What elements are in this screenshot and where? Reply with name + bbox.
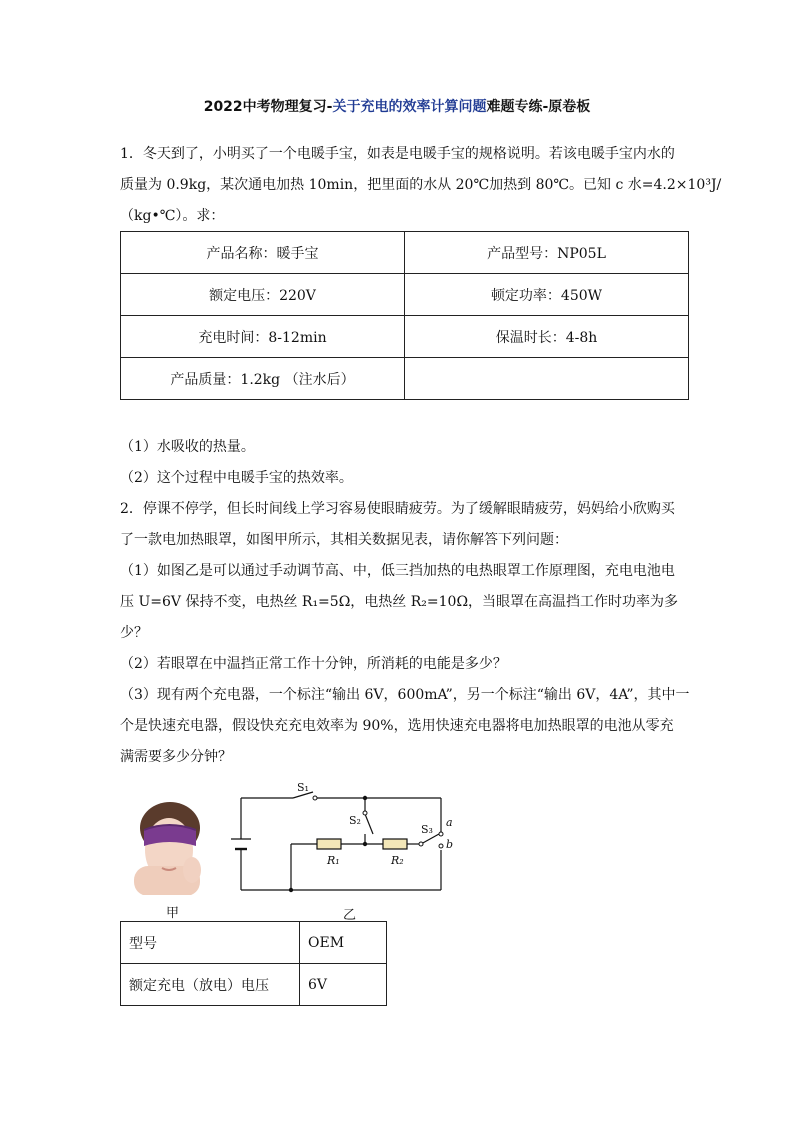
q1-line-2: 质量为 0.9kg，某次通电加热 10min，把里面的水从 20℃加热到 80℃。已知 c 水=4.2×10³J/ xyxy=(120,177,722,193)
table-row xyxy=(121,358,689,400)
title-part1: 2022中考物理复习 xyxy=(203,99,327,115)
table-cell: 额定电压：220V xyxy=(121,274,405,316)
table-row xyxy=(121,922,387,964)
table-cell: 保温时长：4-8h xyxy=(405,316,689,358)
table-cell: 6V xyxy=(300,964,387,1006)
title-part2: 关于充电的效率计算问题 xyxy=(332,99,487,115)
table-row xyxy=(121,274,689,316)
q2-sub3-line-1: （3）现有两个充电器，一个标注“输出 6V，600mA”，另一个标注“输出 6V，4A”，其中一 xyxy=(120,687,690,703)
label-s1: S₁ xyxy=(297,782,309,794)
table-row xyxy=(121,232,689,274)
label-s2: S₂ xyxy=(349,814,361,827)
table-cell: 型号 xyxy=(121,922,300,964)
question-body xyxy=(120,432,690,773)
table-cell: 产品名称：暖手宝 xyxy=(121,232,405,274)
table-cell xyxy=(405,358,689,400)
q1-line-1: 1．冬天到了，小明买了一个电暖手宝，如表是电暖手宝的规格说明。若该电暖手宝内水的 xyxy=(120,146,675,162)
q2-sub1-line-2: 压 U=6V 保持不变，电热丝 R₁=5Ω，电热丝 R₂=10Ω，当眼罩在高温挡工作时功率为多 xyxy=(120,594,679,610)
table-cell: 产品质量：1.2kg （注水后） xyxy=(121,358,405,400)
q2-sub-2: （2）若眼罩在中温挡正常工作十分钟，所消耗的电能是多少？ xyxy=(120,656,507,672)
label-b: b xyxy=(446,838,454,851)
q1-spec-table xyxy=(120,231,689,400)
table-cell: 额定充电（放电）电压 xyxy=(121,964,300,1006)
label-a: a xyxy=(446,816,453,829)
table-cell: 产品型号：NP05L xyxy=(405,232,689,274)
q1-sub-2: （2）这个过程中电暖手宝的热效率。 xyxy=(120,470,353,486)
label-s3: S₃ xyxy=(421,823,433,836)
eye-mask-illustration xyxy=(122,800,212,895)
table-cell: OEM xyxy=(300,922,387,964)
table-row xyxy=(121,316,689,358)
q2-line-2: 了一款电加热眼罩，如图甲所示，其相关数据见表，请你解答下列问题： xyxy=(120,532,568,548)
q1-line-3: （kg•℃）。求： xyxy=(120,208,225,224)
q2-sub1-line-3: 少？ xyxy=(120,625,148,641)
title-part3: 难题专练 xyxy=(486,99,543,115)
q1-sub-1: （1）水吸收的热量。 xyxy=(120,439,255,455)
figure-caption-b: 乙 xyxy=(343,908,357,923)
table-cell: 顿定功率：450W xyxy=(405,274,689,316)
q2-sub3-line-3: 满需要多少分钟？ xyxy=(120,749,232,765)
table-row xyxy=(121,964,387,1006)
circuit-diagram xyxy=(225,782,465,897)
q2-line-1: 2．停课不停学，但长时间线上学习容易使眼睛疲劳。为了缓解眼睛疲劳，妈妈给小欣购买 xyxy=(120,501,675,517)
q2-sub1-line-1: （1）如图乙是可以通过手动调节高、中，低三挡加热的电热眼罩工作原理图，充电电池电 xyxy=(120,563,675,579)
page-title: 2022中考物理复习-关于充电的效率计算问题难题专练-原卷板 xyxy=(203,99,591,115)
table-cell: 充电时间：8-12min xyxy=(121,316,405,358)
title-part4: 原卷板 xyxy=(548,99,591,115)
q2-data-table xyxy=(120,921,387,1006)
label-r1: R₁ xyxy=(327,854,340,867)
label-r2: R₂ xyxy=(391,854,404,867)
question-1-intro xyxy=(120,139,722,232)
q2-sub3-line-2: 个是快速充电器，假设快充充电效率为 90%，选用快速充电器将电加热眼罩的电池从零充 xyxy=(120,718,674,734)
figure-caption-a: 甲 xyxy=(166,906,180,921)
